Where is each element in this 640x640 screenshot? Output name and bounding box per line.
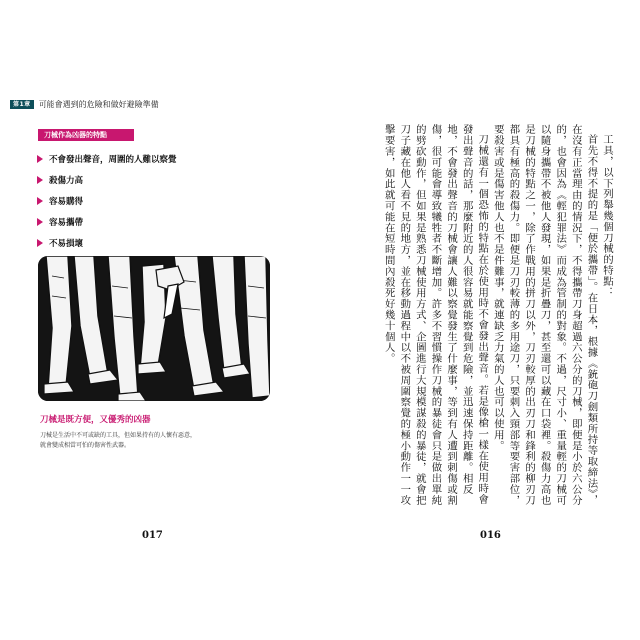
chapter-header (10, 97, 159, 111)
page-number-right: 016 (480, 530, 501, 541)
feature-label: 容易購得 (49, 196, 84, 207)
page-number-left: 017 (142, 530, 163, 541)
caption-line: 就會變成相當可怕的傷害性武器。 (40, 442, 131, 449)
feature-list (37, 148, 177, 253)
feature-item (37, 190, 177, 211)
feature-item (37, 211, 177, 232)
chapter-badge: 第1章 (10, 100, 34, 109)
caption-title: 刀械是既方便，又優秀的凶器 (40, 415, 151, 425)
caption-line: 刀械是生活中不可或缺的工具，但如果持有的人懷有惡意， (40, 432, 197, 439)
chapter-title: 可能會遇到的危險和做好避險準備 (38, 99, 159, 109)
triangle-bullet-icon (37, 218, 43, 226)
paragraph: 刀械還有一個恐怖的特點在於使用時不會發出聲音。若是像槍一樣在使用時會發出聲音的話，那麼附近的人很容易就能察覺到危險，並迅速保持距離。相反地，不會發出聲音的刀械會讓人難以察覺發生了什麼事，等到有人遭到刺傷或割傷，很可能會導致犧牲者不斷增加。許多不習慣操作刀械的暴徒會只是做出單純的劈砍動作，但如果是熟悉刀械使用方式、企圖進行大規模謀殺的暴徒，就會把刀子藏在他人看不見的地方，並在移動過程中以不被周圍察覺的極小動作一一攻擊要害，如此就可能在短時間內殺死好幾十個人。 (382, 124, 489, 506)
paragraph: 工具，以下列舉幾個刀械的特點： (601, 134, 613, 298)
paragraph: 首先不得不提的是「便於攜帶」。在日本，根據《銃砲刀劍類所持等取締法》，在沒有正當理由的情況下，不得攜帶刀身超過六公分的刀械，即便是小於六公分的，也會因為《輕犯罪法》而成為管制的對象。不過，尺寸小、重量輕的刀械可以隨身攜帶不被他人發現，如果是折疊刀，甚至還可以藏在口袋裡。殺傷力高也是刀械的特點之一，除了作戰用的拼刀以外，刀刃較厚的出刃刀和鋒利的柳刃刀都具有極高的殺傷力。即便是刀刃較薄的多用途刀，只要刺入頸部等要害部位，要殺害或是傷害他人也不是件難事，就連缺乏力氣的人也可以使用。 (491, 124, 598, 506)
triangle-bullet-icon (37, 197, 43, 205)
feature-label: 殺傷力高 (49, 175, 84, 186)
section-title: 刀械作為凶器的特點 (38, 129, 134, 141)
feature-label: 不會發出聲音，周圍的人難以察覺 (49, 154, 177, 165)
feature-item (37, 148, 177, 169)
caption-body (40, 431, 265, 451)
crowd-legs-icon (38, 256, 270, 401)
vertical-body-text (354, 124, 614, 509)
feature-label: 不易損壞 (49, 238, 84, 249)
triangle-bullet-icon (37, 155, 43, 163)
right-page (322, 0, 640, 640)
feature-item (37, 169, 177, 190)
feature-item (37, 232, 177, 253)
left-page (0, 0, 318, 640)
feature-label: 容易攜帶 (49, 217, 84, 228)
knife-attack-illustration (38, 256, 270, 401)
triangle-bullet-icon (37, 176, 43, 184)
triangle-bullet-icon (37, 239, 43, 247)
